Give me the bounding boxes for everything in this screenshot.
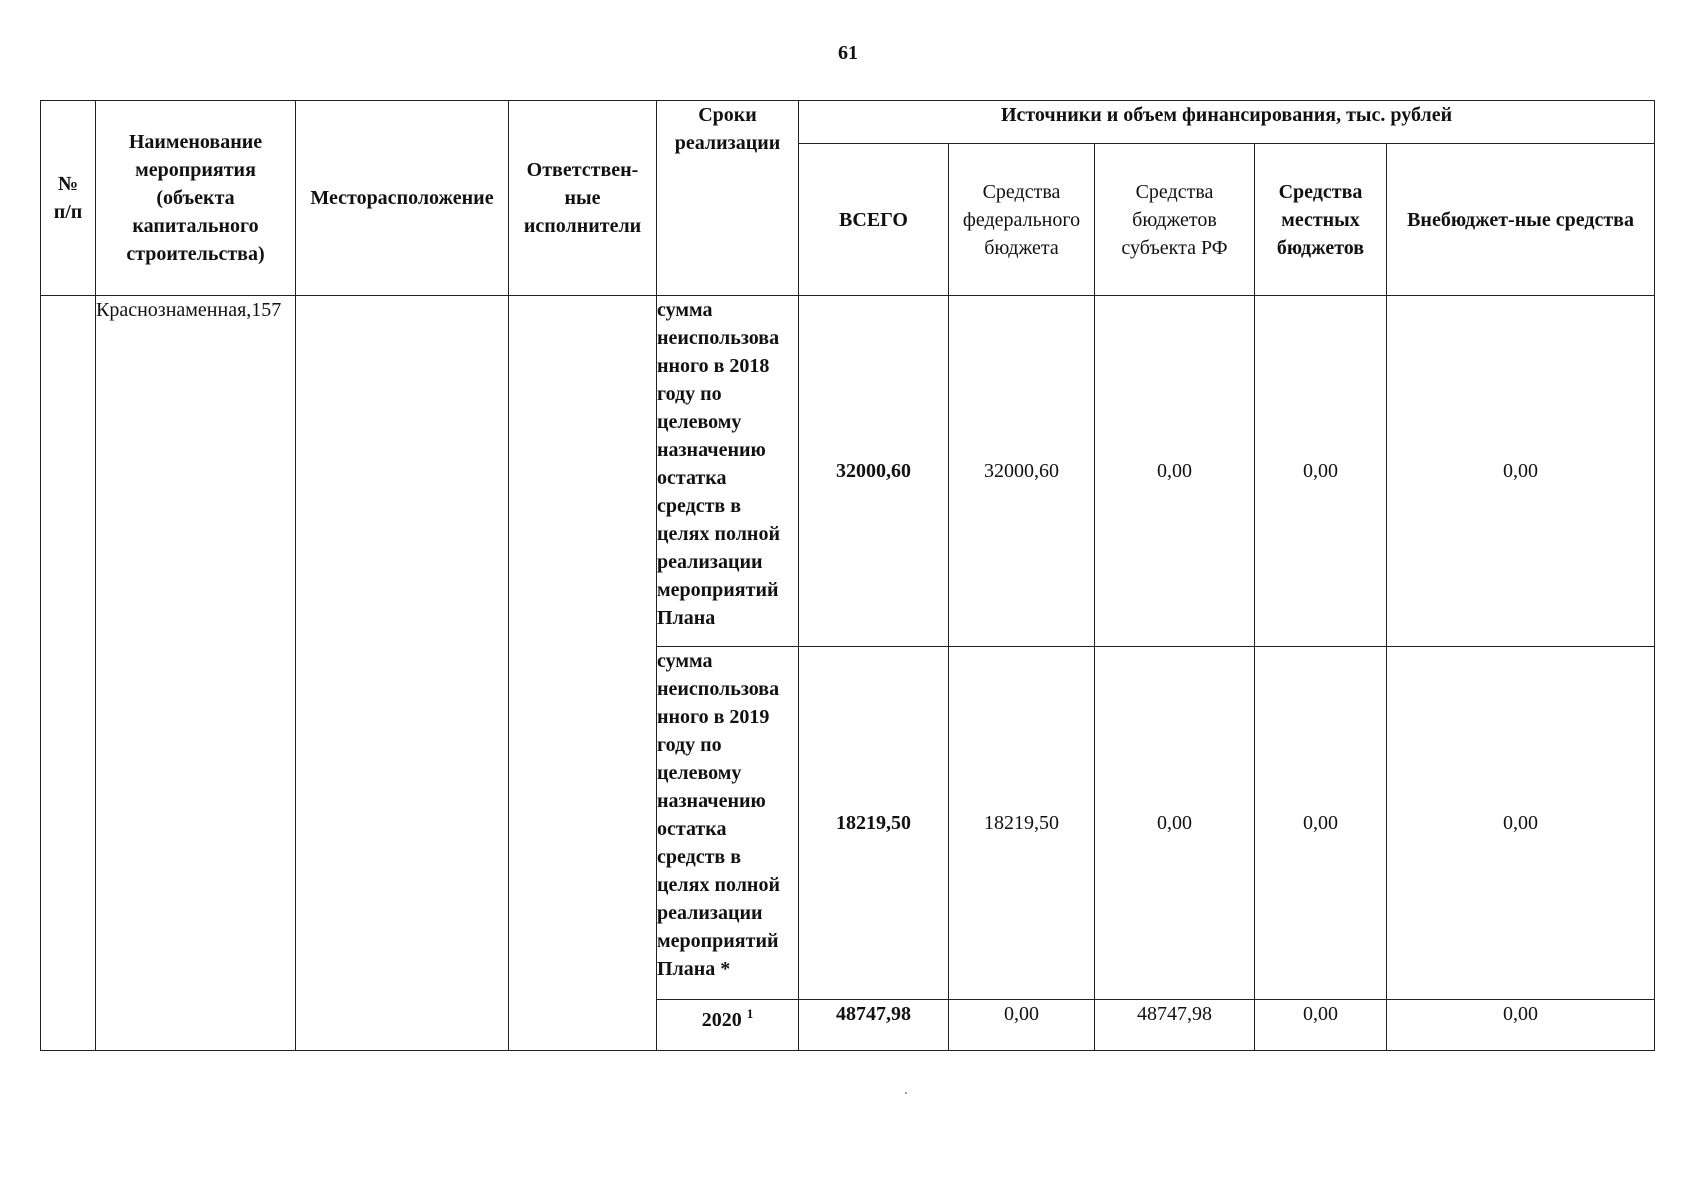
cell-total: 18219,50 xyxy=(799,647,949,1000)
header-terms: Сроки реализации xyxy=(657,101,799,296)
cell-regional: 0,00 xyxy=(1095,296,1255,647)
header-row-1 xyxy=(41,101,1655,144)
header-total: ВСЕГО xyxy=(799,144,949,296)
cell-location xyxy=(296,296,509,1051)
cell-total: 48747,98 xyxy=(799,1000,949,1051)
header-number: № п/п xyxy=(41,101,96,296)
cell-federal: 0,00 xyxy=(949,1000,1095,1051)
header-regional: Средства бюджетов субъекта РФ xyxy=(1095,144,1255,296)
header-name: Наименование мероприятия (объекта капитального строительства) xyxy=(96,101,296,296)
cell-responsible xyxy=(509,296,657,1051)
cell-federal: 32000,60 xyxy=(949,296,1095,647)
header-location: Месторасположение xyxy=(296,101,509,296)
cell-local: 0,00 xyxy=(1255,647,1387,1000)
cell-extrabudget: 0,00 xyxy=(1387,647,1655,1000)
cell-total: 32000,60 xyxy=(799,296,949,647)
scan-speck xyxy=(905,1092,907,1094)
cell-term: сумма неиспользова нного в 2019 году по целевому назначению остатка средств в целях полной реализации мероприятий Плана * xyxy=(657,647,799,1000)
header-federal: Средства федерального бюджета xyxy=(949,144,1095,296)
cell-extrabudget: 0,00 xyxy=(1387,296,1655,647)
header-extrabudget: Внебюджет-ные средства xyxy=(1387,144,1655,296)
funding-table xyxy=(40,100,1655,1051)
cell-local: 0,00 xyxy=(1255,1000,1387,1051)
header-funding-group: Источники и объем финансирования, тыс. рублей xyxy=(799,101,1655,144)
cell-local: 0,00 xyxy=(1255,296,1387,647)
term-footnote-mark: 1 xyxy=(746,1006,754,1021)
cell-term xyxy=(657,1000,799,1051)
cell-federal: 18219,50 xyxy=(949,647,1095,1000)
page-number: 61 xyxy=(838,42,858,64)
cell-regional: 0,00 xyxy=(1095,647,1255,1000)
cell-object-name: Краснознаменная,157 xyxy=(96,296,296,1051)
cell-term: сумма неиспользова нного в 2018 году по целевому назначению остатка средств в целях полной реализации мероприятий Плана xyxy=(657,296,799,647)
header-responsible: Ответствен-ные исполнители xyxy=(509,101,657,296)
cell-extrabudget: 0,00 xyxy=(1387,1000,1655,1051)
table-row xyxy=(41,296,1655,647)
cell-number xyxy=(41,296,96,1051)
cell-regional: 48747,98 xyxy=(1095,1000,1255,1051)
term-year: 2020 xyxy=(701,1009,742,1031)
header-local: Средства местных бюджетов xyxy=(1255,144,1387,296)
